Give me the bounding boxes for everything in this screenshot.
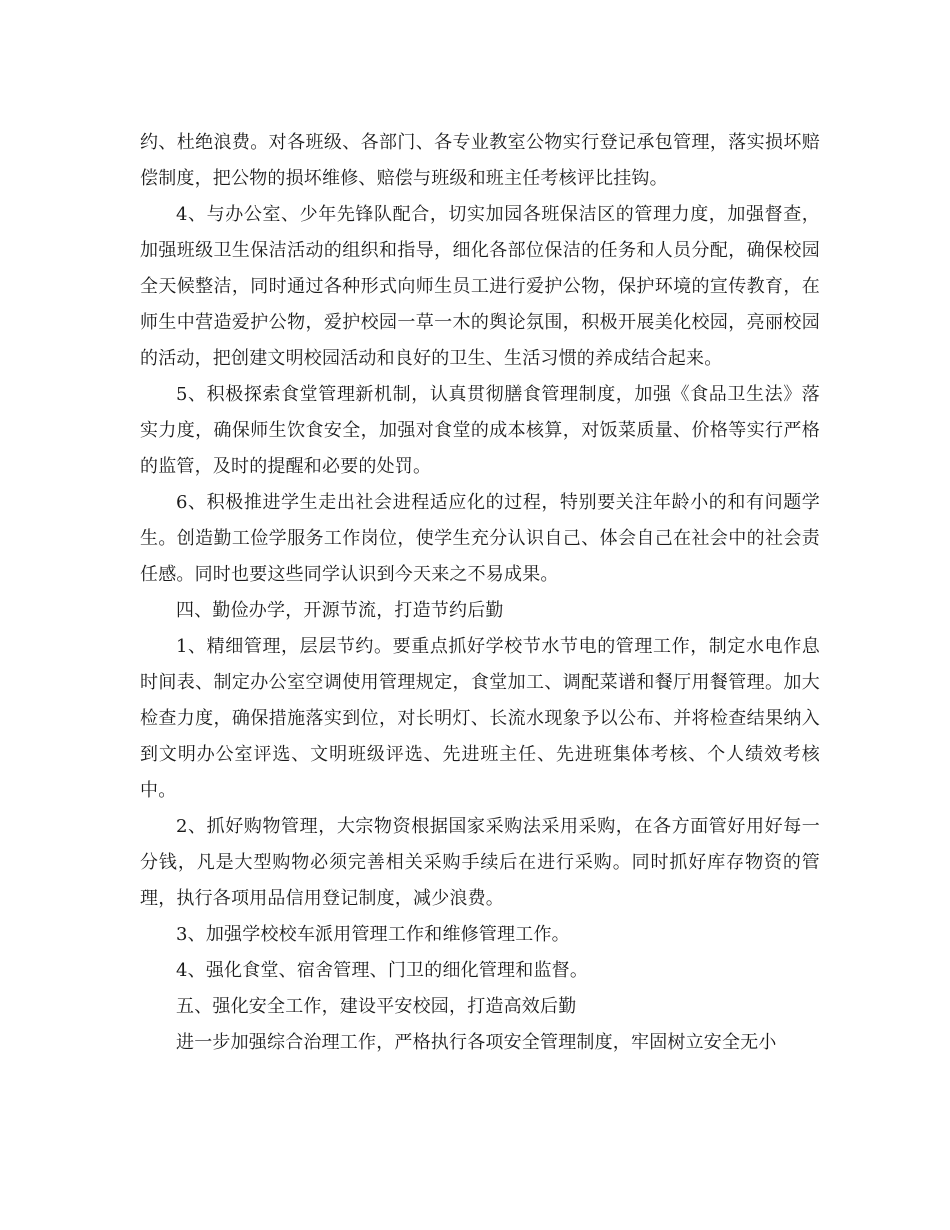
paragraph-item-2-purchasing: 2、抓好购物管理，大宗物资根据国家采购法采用采购，在各方面管好用好每一分钱，凡是大型购物必须完善相关采购手续后在进行采购。同时抓好库存物资的管理，执行各项用品信用登记制度，减少浪费。	[140, 816, 820, 909]
section-heading-5: 五、强化安全工作，建设平安校园，打造高效后勤	[176, 996, 577, 1017]
paragraph-item-1-saving: 1、精细管理，层层节约。要重点抓好学校节水节电的管理工作，制定水电作息时间表、制定办公室空调使用管理规定，食堂加工、调配菜谱和餐厅用餐管理。加大检查力度，确保措施落实到位，对长明灯、长流水现象予以公布、并将检查结果纳入到文明办公室评选、文明班级评选、先进班主任、先进班集体考核、个人绩效考核中。	[140, 636, 820, 801]
section-heading-4: 四、勤俭办学，开源节流，打造节约后勤	[176, 600, 504, 621]
paragraph-continuation: 约、杜绝浪费。对各班级、各部门、各专业教室公物实行登记承包管理，落实损坏赔偿制度，把公物的损坏维修、赔偿与班级和班主任考核评比挂钩。	[140, 132, 820, 189]
paragraph-item-4-supervision: 4、强化食堂、宿舍管理、门卫的细化管理和监督。	[176, 960, 589, 981]
document-body	[140, 125, 820, 1061]
paragraph-item-5-canteen: 5、积极探索食堂管理新机制，认真贯彻膳食管理制度，加强《食品卫生法》落实力度，确保师生饮食安全，加强对食堂的成本核算，对饭菜质量、价格等实行严格的监管，及时的提醒和必要的处罚。	[140, 384, 820, 477]
paragraph-item-4-cleaning: 4、与办公室、少年先锋队配合，切实加园各班保洁区的管理力度，加强督查，加强班级卫生保洁活动的组织和指导，细化各部位保洁的任务和人员分配，确保校园全天候整洁，同时通过各种形式向师生员工进行爱护公物，保护环境的宣传教育，在师生中营造爱护公物，爱护校园一草一木的舆论氛围，积极开展美化校园，亮丽校园的活动，把创建文明校园活动和良好的卫生、生活习惯的养成结合起来。	[140, 204, 820, 369]
paragraph-safety-intro: 进一步加强综合治理工作，严格执行各项安全管理制度，牢固树立安全无小	[176, 1032, 777, 1053]
paragraph-item-3-schoolbus: 3、加强学校校车派用管理工作和维修管理工作。	[176, 924, 570, 945]
paragraph-item-6-students: 6、积极推进学生走出社会进程适应化的过程，特别要关注年龄小的和有问题学生。创造勤工俭学服务工作岗位，使学生充分认识自己、体会自己在社会中的社会责任感。同时也要这些同学认识到今天来之不易成果。	[140, 492, 820, 585]
